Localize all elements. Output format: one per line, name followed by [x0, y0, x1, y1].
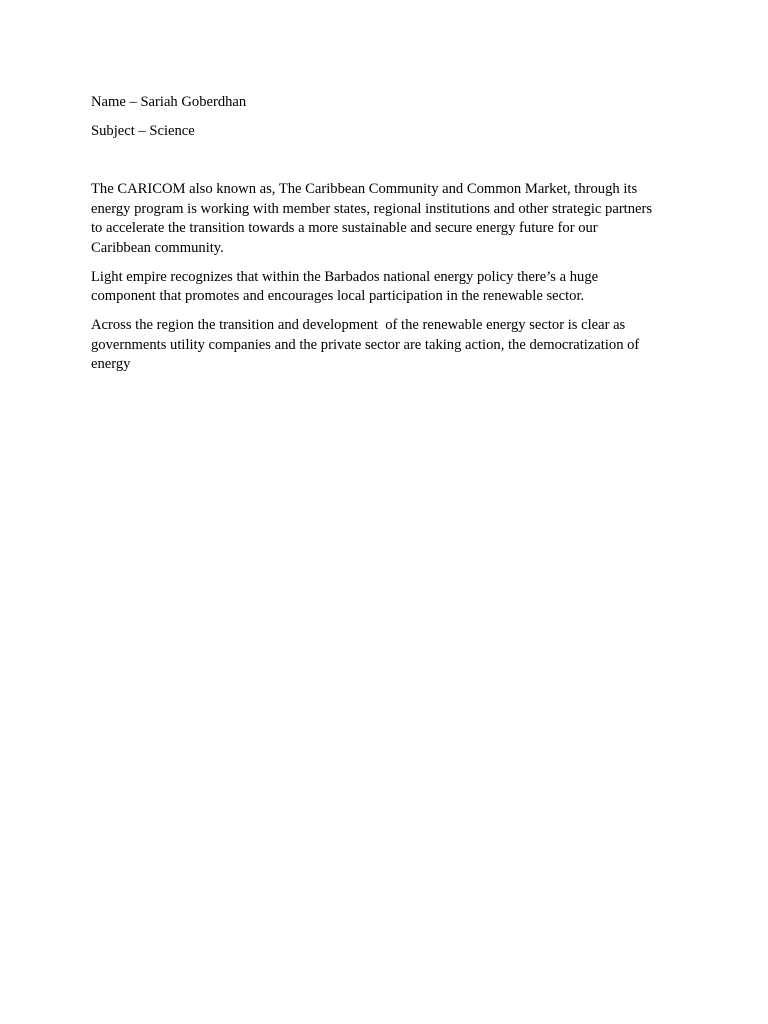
paragraph-light-empire	[91, 268, 681, 307]
text-line: energy program is working with member states, regional institutions and other strategic partners	[91, 200, 653, 217]
name-line: Name – Sariah Goberdhan	[91, 94, 247, 110]
paragraph-region	[91, 316, 681, 375]
text-line: governments utility companies and the private sector are taking action, the democratization of	[91, 336, 640, 353]
text-line: to accelerate the transition towards a more sustainable and secure energy future for our	[91, 220, 598, 236]
text-line: energy	[91, 356, 131, 372]
text-line: component that promotes and encourages local participation in the renewable sector.	[91, 288, 585, 304]
blank-line	[91, 151, 681, 180]
subject-line: Subject – Science	[91, 123, 195, 139]
text-line: Caribbean community.	[91, 239, 224, 256]
text-line: The CARICOM also known as, The Caribbean Community and Common Market, through its	[91, 181, 638, 197]
document-body	[91, 93, 681, 384]
text-line: Light empire recognizes that within the Barbados national energy policy there’s a huge	[91, 268, 599, 285]
paragraph-caricom	[91, 180, 681, 258]
text-line: Across the region the transition and development of the renewable energy sector is clear as	[91, 317, 626, 333]
